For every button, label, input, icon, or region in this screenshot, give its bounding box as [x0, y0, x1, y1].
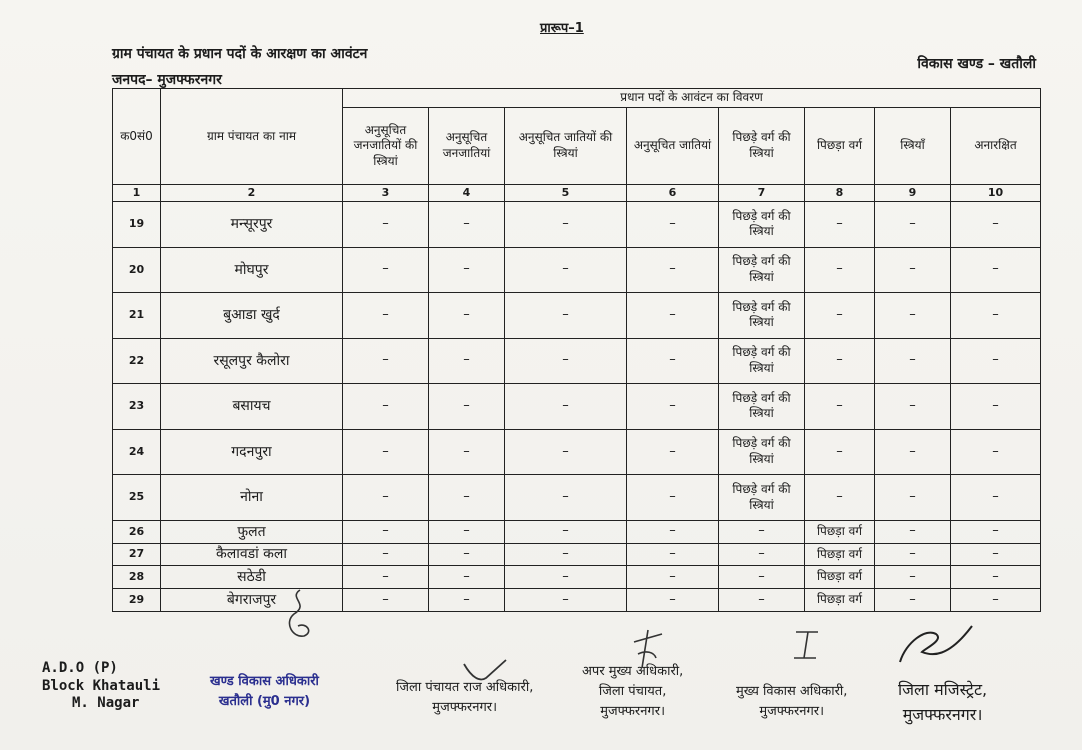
row-panchayat-name: नोना [161, 475, 343, 521]
header-col-3: अनुसूचित जनजातियों की स्त्रियां [343, 108, 429, 185]
row-cell: पिछड़ा वर्ग [805, 589, 875, 612]
row-cell: – [719, 566, 805, 589]
header-col-10: अनारक्षित [951, 108, 1041, 185]
row-cell: – [429, 293, 505, 339]
row-cell: – [627, 202, 719, 248]
row-sr-no: 25 [113, 475, 161, 521]
header-col-8: पिछड़ा वर्ग [805, 108, 875, 185]
sig-line: M. Nagar [72, 695, 140, 711]
header-col-4: अनुसूचित जनजातियां [429, 108, 505, 185]
row-panchayat-name: बसायच [161, 384, 343, 430]
header-col-7: पिछड़े वर्ग की स्त्रियां [719, 108, 805, 185]
row-cell: – [627, 247, 719, 293]
signature-cdo [736, 682, 847, 722]
row-cell: – [343, 566, 429, 589]
row-panchayat-name: रसूलपुर कैलोरा [161, 338, 343, 384]
row-panchayat-name: बुआडा खुर्द [161, 293, 343, 339]
table-row [113, 475, 1041, 521]
row-cell: – [343, 429, 429, 475]
row-cell: – [627, 384, 719, 430]
row-cell: – [505, 202, 627, 248]
row-cell: – [429, 384, 505, 430]
row-cell: – [505, 384, 627, 430]
row-cell: – [627, 429, 719, 475]
sig-line: जिला पंचायत राज अधिकारी, [396, 680, 534, 695]
table-row [113, 589, 1041, 612]
row-cell: – [875, 566, 951, 589]
header-col-6: अनुसूचित जातियां [627, 108, 719, 185]
row-cell: – [343, 202, 429, 248]
row-cell: – [429, 475, 505, 521]
sig-line: जिला पंचायत, [598, 684, 667, 700]
row-cell: – [875, 202, 951, 248]
row-cell: – [429, 202, 505, 248]
row-cell: – [505, 566, 627, 589]
signature-ado [42, 660, 160, 713]
row-cell: – [951, 475, 1041, 521]
row-cell: – [719, 520, 805, 543]
row-cell: – [875, 475, 951, 521]
header-sr-no: क0सं0 [113, 89, 161, 185]
row-sr-no: 21 [113, 293, 161, 339]
col-number: 8 [805, 185, 875, 202]
row-cell: – [875, 520, 951, 543]
row-cell: – [627, 520, 719, 543]
row-sr-no: 24 [113, 429, 161, 475]
row-panchayat-name: फुलत [161, 520, 343, 543]
row-cell: – [627, 589, 719, 612]
table-row [113, 566, 1041, 589]
row-cell: – [951, 293, 1041, 339]
district-label: जनपद– मुजफ्फरनगर [112, 72, 222, 88]
row-cell: – [951, 429, 1041, 475]
row-cell: – [429, 338, 505, 384]
table-row [113, 520, 1041, 543]
row-cell: – [951, 520, 1041, 543]
row-sr-no: 19 [113, 202, 161, 248]
col-number: 10 [951, 185, 1041, 202]
table-row [113, 543, 1041, 566]
sig-line: खतौली (मु0 नगर) [218, 694, 311, 710]
sig-line: अपर मुख्य अधिकारी, [582, 664, 684, 679]
row-cell: पिछड़े वर्ग की स्त्रियां [719, 247, 805, 293]
sig-line: मुजफ्फरनगर। [600, 704, 665, 720]
row-cell: – [951, 384, 1041, 430]
row-sr-no: 23 [113, 384, 161, 430]
sig-line: खण्ड विकास अधिकारी [210, 674, 319, 689]
row-cell: – [627, 293, 719, 339]
row-cell: – [719, 589, 805, 612]
row-cell: – [343, 247, 429, 293]
block-label: विकास खण्ड – खतौली [917, 56, 1036, 72]
col-number: 2 [161, 185, 343, 202]
row-cell: पिछड़ा वर्ग [805, 566, 875, 589]
row-cell: पिछड़ा वर्ग [805, 520, 875, 543]
row-sr-no: 20 [113, 247, 161, 293]
header-col-5: अनुसूचित जातियों की स्त्रियां [505, 108, 627, 185]
sig-line: मुख्य विकास अधिकारी, [736, 684, 848, 699]
row-cell: – [505, 429, 627, 475]
row-cell: – [343, 589, 429, 612]
row-cell: – [505, 247, 627, 293]
allocation-table [112, 88, 1041, 612]
row-cell: – [875, 589, 951, 612]
row-cell: – [429, 543, 505, 566]
row-cell: – [505, 589, 627, 612]
row-cell: – [505, 475, 627, 521]
row-panchayat-name: सठेडी [161, 566, 343, 589]
row-cell: – [951, 338, 1041, 384]
row-cell: – [627, 475, 719, 521]
row-cell: – [951, 543, 1041, 566]
signature-bdo [210, 672, 319, 712]
row-cell: – [951, 247, 1041, 293]
col-number: 1 [113, 185, 161, 202]
row-cell: – [805, 247, 875, 293]
signature-additional-cdo [582, 662, 683, 722]
row-cell: पिछड़े वर्ग की स्त्रियां [719, 338, 805, 384]
signature-dpro [396, 678, 533, 718]
table-row [113, 338, 1041, 384]
sig-line: A.D.O (P) [42, 660, 118, 676]
row-cell: – [951, 566, 1041, 589]
row-cell: – [719, 543, 805, 566]
row-cell: – [875, 293, 951, 339]
row-cell: – [429, 589, 505, 612]
row-cell: – [875, 429, 951, 475]
row-panchayat-name: बेगराजपुर [161, 589, 343, 612]
row-sr-no: 22 [113, 338, 161, 384]
row-panchayat-name: गदनपुरा [161, 429, 343, 475]
col-number: 6 [627, 185, 719, 202]
table-row [113, 384, 1041, 430]
row-cell: – [627, 543, 719, 566]
row-cell: पिछड़े वर्ग की स्त्रियां [719, 384, 805, 430]
table-row [113, 293, 1041, 339]
document-title: ग्राम पंचायत के प्रधान पदों के आरक्षण का आवंटन [112, 46, 368, 62]
row-cell: – [875, 543, 951, 566]
row-cell: – [627, 338, 719, 384]
row-cell: पिछड़े वर्ग की स्त्रियां [719, 429, 805, 475]
row-cell: – [343, 475, 429, 521]
row-cell: – [805, 202, 875, 248]
table-caption: प्रधान पदों के आवंटन का विवरण [343, 89, 1041, 108]
header-panchayat-name: ग्राम पंचायत का नाम [161, 89, 343, 185]
sig-line: मुजफ्फरनगर। [759, 704, 825, 720]
row-cell: पिछड़े वर्ग की स्त्रियां [719, 202, 805, 248]
row-cell: – [429, 566, 505, 589]
table-row [113, 202, 1041, 248]
row-cell: – [805, 429, 875, 475]
row-cell: – [429, 247, 505, 293]
sig-line: मुजफ्फरनगर। [432, 700, 498, 716]
form-number: प्रारूप–1 [540, 21, 584, 36]
row-cell: – [805, 384, 875, 430]
row-panchayat-name: कैलावडां कला [161, 543, 343, 566]
row-cell: – [429, 429, 505, 475]
signature-district-magistrate [898, 678, 987, 728]
row-cell: – [343, 293, 429, 339]
row-cell: – [805, 338, 875, 384]
row-cell: पिछड़े वर्ग की स्त्रियां [719, 475, 805, 521]
row-cell: – [627, 566, 719, 589]
row-sr-no: 29 [113, 589, 161, 612]
row-cell: – [805, 475, 875, 521]
row-cell: – [505, 338, 627, 384]
row-sr-no: 26 [113, 520, 161, 543]
row-cell: – [343, 384, 429, 430]
row-cell: – [875, 338, 951, 384]
row-cell: पिछड़े वर्ग की स्त्रियां [719, 293, 805, 339]
row-panchayat-name: मोघपुर [161, 247, 343, 293]
table-body [113, 202, 1041, 612]
sig-line: जिला मजिस्ट्रेट, [898, 680, 988, 699]
row-cell: – [505, 293, 627, 339]
row-cell: – [951, 589, 1041, 612]
sig-line: Block Khatauli [42, 677, 161, 694]
header-col-9: स्त्रियाँ [875, 108, 951, 185]
row-cell: – [429, 520, 505, 543]
col-number: 7 [719, 185, 805, 202]
table-row [113, 429, 1041, 475]
col-number: 5 [505, 185, 627, 202]
row-cell: – [805, 293, 875, 339]
column-number-row [113, 185, 1041, 202]
row-cell: – [343, 338, 429, 384]
row-sr-no: 27 [113, 543, 161, 566]
row-cell: – [875, 247, 951, 293]
row-cell: – [951, 202, 1041, 248]
row-cell: – [505, 520, 627, 543]
row-cell: – [875, 384, 951, 430]
row-cell: – [343, 520, 429, 543]
row-cell: – [505, 543, 627, 566]
row-cell: – [343, 543, 429, 566]
sig-line: मुजफ्फरनगर। [902, 704, 983, 724]
row-sr-no: 28 [113, 566, 161, 589]
col-number: 3 [343, 185, 429, 202]
col-number: 9 [875, 185, 951, 202]
table-row [113, 247, 1041, 293]
row-cell: पिछड़ा वर्ग [805, 543, 875, 566]
row-panchayat-name: मन्सूरपुर [161, 202, 343, 248]
col-number: 4 [429, 185, 505, 202]
